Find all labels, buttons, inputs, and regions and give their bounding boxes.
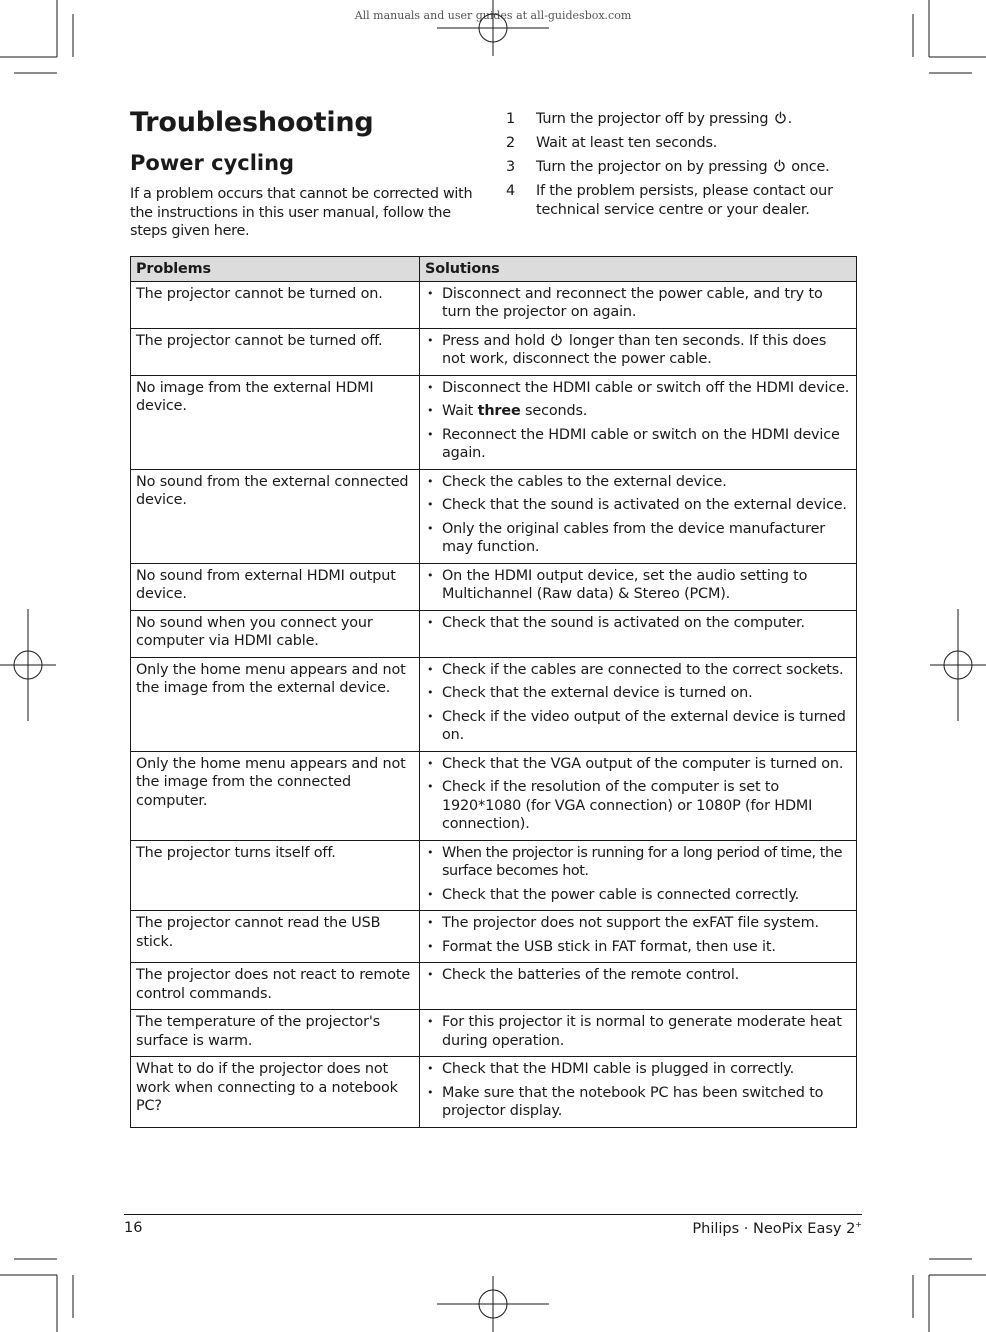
solution-text-end: seconds.: [520, 403, 588, 419]
solution-item: • Format the USB stick in FAT format, then use it.: [426, 938, 853, 957]
solutions-cell: [420, 911, 857, 963]
problem-cell: No sound from the external connected device.: [131, 469, 420, 563]
product-superscript: +: [855, 1220, 862, 1229]
solution-item: • Check that the power cable is connected correctly.: [426, 886, 853, 905]
solution-item: • Check that the sound is activated on the external device.: [426, 496, 853, 515]
table-row: [131, 657, 857, 751]
solution-emphasis: three: [477, 403, 521, 419]
solutions-cell: [420, 610, 857, 657]
watermark-text: All manuals and user guides at all-guidesbox.com: [354, 9, 632, 22]
step-text: Turn the projector on by pressing: [536, 159, 772, 175]
solution-text: Wait: [442, 403, 478, 419]
solution-text-end: longer than ten seconds. If this does not work, disconnect the power cable.: [442, 332, 827, 367]
table-header-row: [131, 257, 857, 282]
power-icon: [774, 111, 787, 124]
table-row: [131, 469, 857, 563]
footer-product-name: [692, 1220, 862, 1237]
section-title: Power cycling: [130, 151, 295, 175]
power-icon: [550, 333, 563, 346]
product-name: Philips · NeoPix Easy 2: [692, 1220, 856, 1237]
problem-cell: The projector turns itself off.: [131, 840, 420, 911]
step-item: [506, 110, 861, 129]
problem-cell: The projector cannot read the USB stick.: [131, 911, 420, 963]
table-row: [131, 328, 857, 375]
solution-item: • For this projector it is normal to generate moderate heat during operation.: [426, 1013, 853, 1050]
solution-item: • Check if the resolution of the computer is set to 1920*1080 (for VGA connection) or 1080P (for HDMI connection).: [426, 778, 853, 834]
solutions-cell: [420, 963, 857, 1010]
step-number: 2: [506, 135, 515, 151]
footer-divider: [124, 1214, 862, 1215]
problem-cell: No sound when you connect your computer via HDMI cable.: [131, 610, 420, 657]
solution-item: • Check if the cables are connected to the correct sockets.: [426, 661, 853, 680]
solutions-cell: [420, 751, 857, 840]
solutions-cell: [420, 469, 857, 563]
problem-cell: The projector cannot be turned on.: [131, 281, 420, 328]
solution-item: • On the HDMI output device, set the audio setting to Multichannel (Raw data) & Stereo (PCM).: [426, 567, 853, 604]
troubleshooting-table: [130, 256, 857, 1128]
step-item: [506, 134, 861, 153]
step-item: [506, 182, 861, 220]
problem-cell: Only the home menu appears and not the image from the connected computer.: [131, 751, 420, 840]
solution-item: • Disconnect the HDMI cable or switch off the HDMI device.: [426, 379, 853, 398]
solution-item: • Check that the HDMI cable is plugged in correctly.: [426, 1060, 853, 1079]
step-text-end: once.: [786, 159, 830, 175]
solution-item: • The projector does not support the exFAT file system.: [426, 914, 853, 933]
column-header-solutions: Solutions: [420, 257, 857, 282]
solutions-cell: [420, 1057, 857, 1128]
table-row: [131, 610, 857, 657]
intro-text: If a problem occurs that cannot be corrected with the instructions in this user manual, follow the steps given here.: [130, 186, 473, 239]
table-row: [131, 1010, 857, 1057]
solutions-cell: [420, 375, 857, 469]
power-cycling-steps: [506, 110, 861, 225]
solution-item: • Check that the sound is activated on the computer.: [426, 614, 853, 633]
table-row: [131, 963, 857, 1010]
solution-item: • Make sure that the notebook PC has been switched to projector display.: [426, 1084, 853, 1121]
solutions-cell: [420, 657, 857, 751]
problem-cell: The projector cannot be turned off.: [131, 328, 420, 375]
solutions-cell: [420, 1010, 857, 1057]
solutions-cell: [420, 281, 857, 328]
step-number: 1: [506, 111, 515, 127]
step-text-end: .: [787, 111, 793, 127]
step-number: 4: [506, 183, 515, 199]
page-title: Troubleshooting: [130, 107, 374, 138]
solutions-cell: [420, 328, 857, 375]
problem-cell: What to do if the projector does not work when connecting to a notebook PC?: [131, 1057, 420, 1128]
solution-item: • When the projector is running for a long period of time, the surface becomes hot.: [426, 844, 853, 881]
solution-item: • Check if the video output of the external device is turned on.: [426, 708, 853, 745]
problem-cell: Only the home menu appears and not the image from the external device.: [131, 657, 420, 751]
table-row: [131, 281, 857, 328]
solution-item: [426, 402, 853, 421]
step-text: Turn the projector off by pressing: [536, 111, 773, 127]
solution-item: [426, 332, 853, 369]
table-row: [131, 1057, 857, 1128]
step-text: Wait at least ten seconds.: [536, 135, 718, 151]
solution-item: • Check the cables to the external device.: [426, 473, 853, 492]
solution-item: • Check that the external device is turned on.: [426, 684, 853, 703]
column-header-problems: Problems: [131, 257, 420, 282]
page-number: 16: [124, 1220, 143, 1236]
step-item: [506, 158, 861, 177]
solutions-cell: [420, 563, 857, 610]
step-number: 3: [506, 159, 515, 175]
solution-item: • Disconnect and reconnect the power cable, and try to turn the projector on again.: [426, 285, 853, 322]
problem-cell: No sound from external HDMI output device.: [131, 563, 420, 610]
table-row: [131, 751, 857, 840]
solution-item: • Check the batteries of the remote control.: [426, 966, 853, 985]
table-row: [131, 840, 857, 911]
problem-cell: The temperature of the projector's surface is warm.: [131, 1010, 420, 1057]
table-row: [131, 375, 857, 469]
solution-item: • Check that the VGA output of the computer is turned on.: [426, 755, 853, 774]
solution-item: • Only the original cables from the device manufacturer may function.: [426, 520, 853, 557]
solutions-cell: [420, 840, 857, 911]
step-text: If the problem persists, please contact our technical service centre or your dealer.: [536, 183, 833, 218]
problem-cell: No image from the external HDMI device.: [131, 375, 420, 469]
table-row: [131, 911, 857, 963]
solution-text: Press and hold: [442, 332, 550, 349]
problem-cell: The projector does not react to remote control commands.: [131, 963, 420, 1010]
solution-item: • Reconnect the HDMI cable or switch on the HDMI device again.: [426, 426, 853, 463]
power-icon: [773, 159, 786, 172]
table-row: [131, 563, 857, 610]
